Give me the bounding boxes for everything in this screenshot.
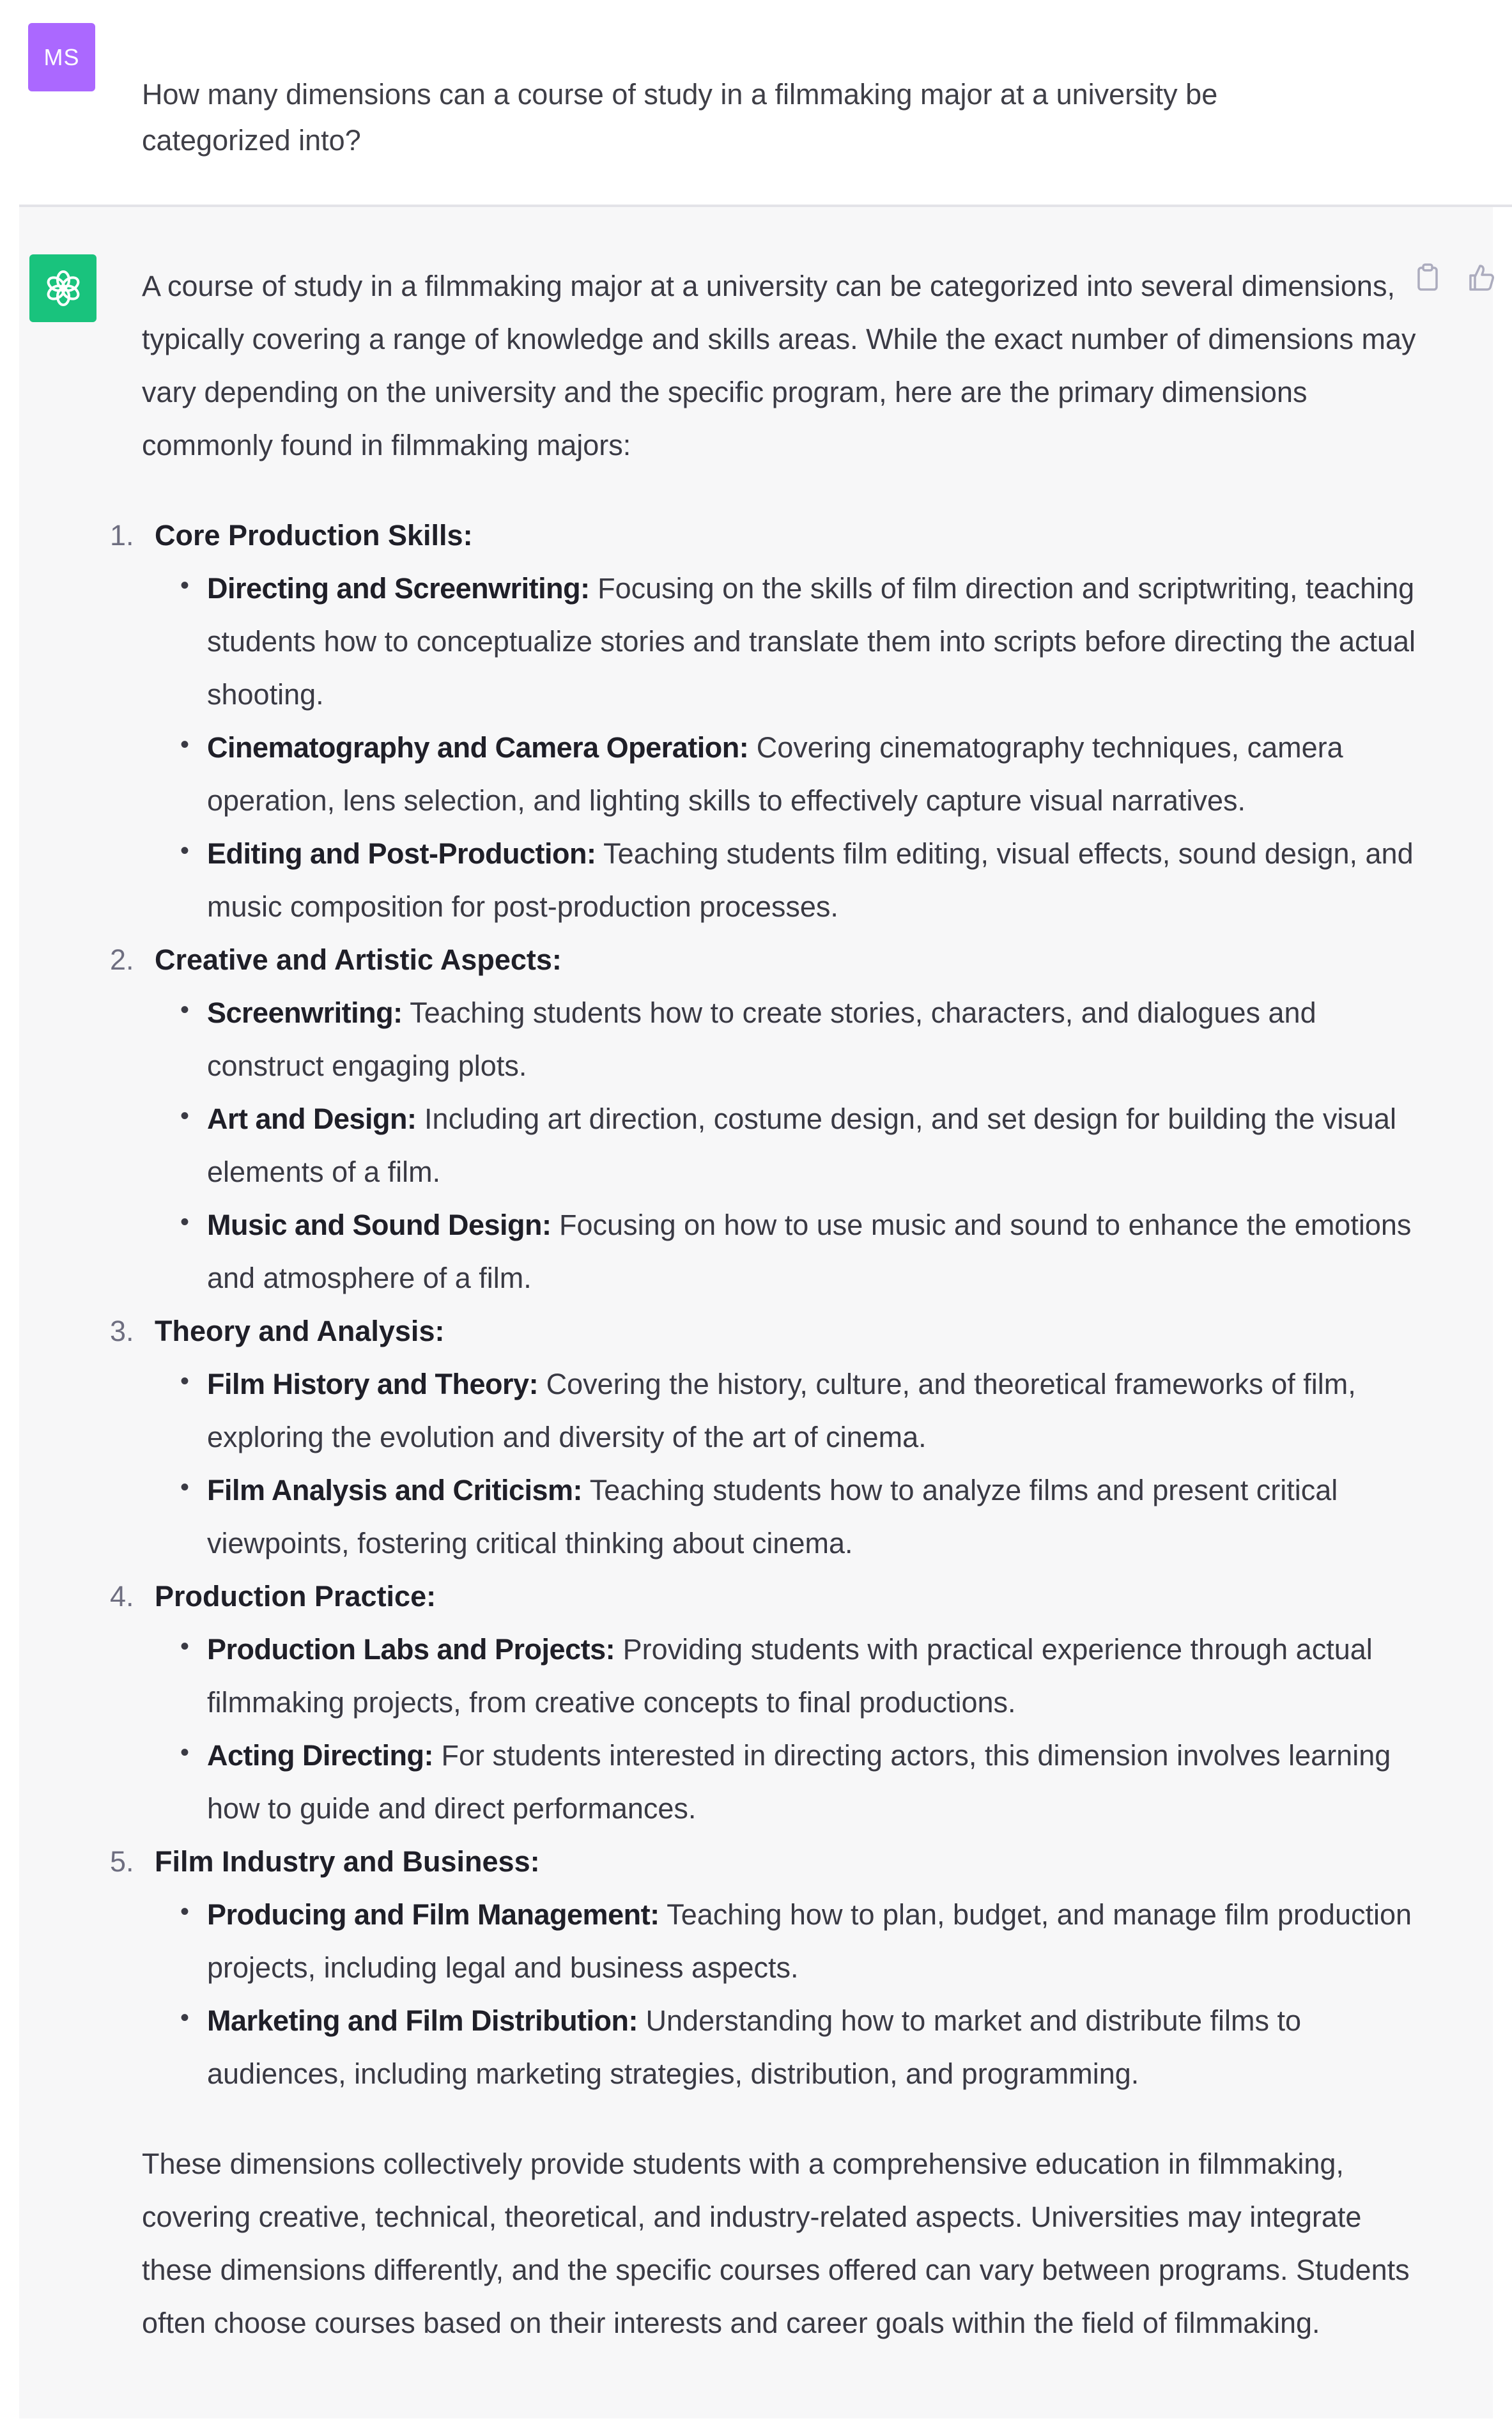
dimensions-list	[110, 509, 1420, 2100]
bullet: •	[180, 1102, 190, 1130]
sub-dimension-text: Teaching how to plan, budget, and manage film production projects, including legal and business aspects.	[207, 1898, 1412, 1984]
dimension-item	[110, 1835, 1420, 2100]
dimension-title: Creative and Artistic Aspects:	[155, 943, 562, 976]
sub-dimension-item	[180, 1464, 1420, 1570]
user-avatar	[28, 23, 95, 91]
sub-dimension-list	[155, 1888, 1420, 2100]
thumbs-up-button[interactable]	[1466, 262, 1497, 293]
sub-dimension-title: Editing and Post-Production:	[207, 837, 596, 870]
dimension-item	[110, 1570, 1420, 1835]
dimension-number: 4.	[110, 1580, 134, 1613]
sub-dimension-text: Focusing on how to use music and sound to enhance the emotions and atmosphere of a film.	[207, 1209, 1412, 1294]
assistant-avatar	[29, 254, 96, 322]
sub-dimension-list	[155, 562, 1420, 933]
sub-dimension-text: Teaching students film editing, visual effects, sound design, and music composition for post-production processes.	[207, 837, 1414, 923]
sub-dimension-title: Production Labs and Projects:	[207, 1633, 615, 1666]
sub-dimension-title: Film Analysis and Criticism:	[207, 1474, 582, 1506]
sub-dimension-item	[180, 1729, 1420, 1835]
sub-dimension-item	[180, 1358, 1420, 1464]
response-intro: A course of study in a filmmaking major at a university can be categorized into several dimensions, typically covering a range of knowledge and skills areas. While the exact number of dimensions may vary depending on the university and the specific program, here are the primary dimensions commonly found in filmmaking majors:	[142, 270, 1416, 461]
dimension-item	[110, 509, 1420, 933]
sub-dimension-item	[180, 986, 1420, 1092]
sub-dimension-text: For students interested in directing actors, this dimension involves learning how to guide and direct performances.	[207, 1739, 1391, 1825]
dimension-number: 3.	[110, 1315, 134, 1347]
dimension-title: Core Production Skills:	[155, 519, 473, 552]
bullet: •	[180, 571, 190, 600]
sub-dimension-item	[180, 1623, 1420, 1729]
sub-dimension-item	[180, 721, 1420, 827]
bullet: •	[180, 1738, 190, 1767]
sub-dimension-text: Covering cinematography techniques, camera operation, lens selection, and lighting skills to effectively capture visual narratives.	[207, 731, 1343, 817]
sub-dimension-title: Film History and Theory:	[207, 1368, 539, 1400]
assistant-response	[110, 259, 1420, 2349]
sub-dimension-item	[180, 1994, 1420, 2100]
dimension-title: Film Industry and Business:	[155, 1845, 540, 1878]
sub-dimension-text: Focusing on the skills of film direction and scriptwriting, teaching students how to conceptualize stories and translate them into scripts before directing the actual shooting.	[207, 572, 1416, 711]
sub-dimension-list	[155, 986, 1420, 1304]
sub-dimension-title: Directing and Screenwriting:	[207, 572, 590, 605]
sub-dimension-title: Art and Design:	[207, 1103, 417, 1135]
bullet: •	[180, 837, 190, 865]
sub-dimension-title: Music and Sound Design:	[207, 1209, 552, 1241]
dimension-number: 5.	[110, 1845, 134, 1878]
sub-dimension-list	[155, 1623, 1420, 1835]
message-actions	[1412, 262, 1497, 293]
sub-dimension-list	[155, 1358, 1420, 1570]
sub-dimension-text: Including art direction, costume design, and set design for building the visual elements of a film.	[207, 1103, 1396, 1188]
bullet: •	[180, 1473, 190, 1501]
dimension-title: Theory and Analysis:	[155, 1315, 445, 1347]
sub-dimension-title: Acting Directing:	[207, 1739, 434, 1772]
sub-dimension-title: Marketing and Film Distribution:	[207, 2004, 638, 2037]
dimension-title: Production Practice:	[155, 1580, 436, 1613]
openai-logo-icon	[44, 269, 82, 307]
bullet: •	[180, 1632, 190, 1660]
sub-dimension-title: Cinematography and Camera Operation:	[207, 731, 749, 764]
sub-dimension-item	[180, 1888, 1420, 1994]
user-message-row	[0, 0, 1512, 205]
sub-dimension-text: Providing students with practical experience through actual filmmaking projects, from creative concepts to final productions.	[207, 1633, 1373, 1719]
sub-dimension-item	[180, 562, 1420, 721]
thumbs-up-icon	[1467, 263, 1496, 292]
bullet: •	[180, 731, 190, 759]
sub-dimension-item	[180, 1092, 1420, 1198]
dimension-item	[110, 1304, 1420, 1570]
user-avatar-initials: MS	[43, 43, 80, 70]
sub-dimension-item	[180, 1198, 1420, 1304]
bullet: •	[180, 2004, 190, 2032]
sub-dimension-text: Covering the history, culture, and theoretical frameworks of film, exploring the evolution and diversity of the art of cinema.	[207, 1368, 1356, 1453]
response-closing: These dimensions collectively provide students with a comprehensive education in filmmaking, covering creative, technical, theoretical, and industry-related aspects. Universities may integrate these dimensions differently, and the specific courses offered can vary between programs. Students often choose courses based on their interests and career goals within the field of filmmaking.	[142, 2148, 1410, 2339]
sub-dimension-text: Teaching students how to analyze films and present critical viewpoints, fostering critical thinking about cinema.	[207, 1474, 1338, 1559]
sub-dimension-text: Teaching students how to create stories, characters, and dialogues and construct engaging plots.	[207, 996, 1316, 1082]
dimension-number: 1.	[110, 519, 134, 552]
bullet: •	[180, 1208, 190, 1236]
assistant-message-row	[19, 207, 1493, 2418]
sub-dimension-title: Screenwriting:	[207, 996, 403, 1029]
user-question: How many dimensions can a course of study in a filmmaking major at a university be categorized into?	[142, 78, 1218, 157]
sub-dimension-item	[180, 827, 1420, 933]
sub-dimension-title: Producing and Film Management:	[207, 1898, 660, 1931]
dimension-number: 2.	[110, 943, 134, 976]
bullet: •	[180, 1367, 190, 1395]
dimension-item	[110, 933, 1420, 1304]
bullet: •	[180, 996, 190, 1024]
bullet: •	[180, 1898, 190, 1926]
sub-dimension-text: Understanding how to market and distribute films to audiences, including marketing strategies, distribution, and programming.	[207, 2004, 1302, 2090]
